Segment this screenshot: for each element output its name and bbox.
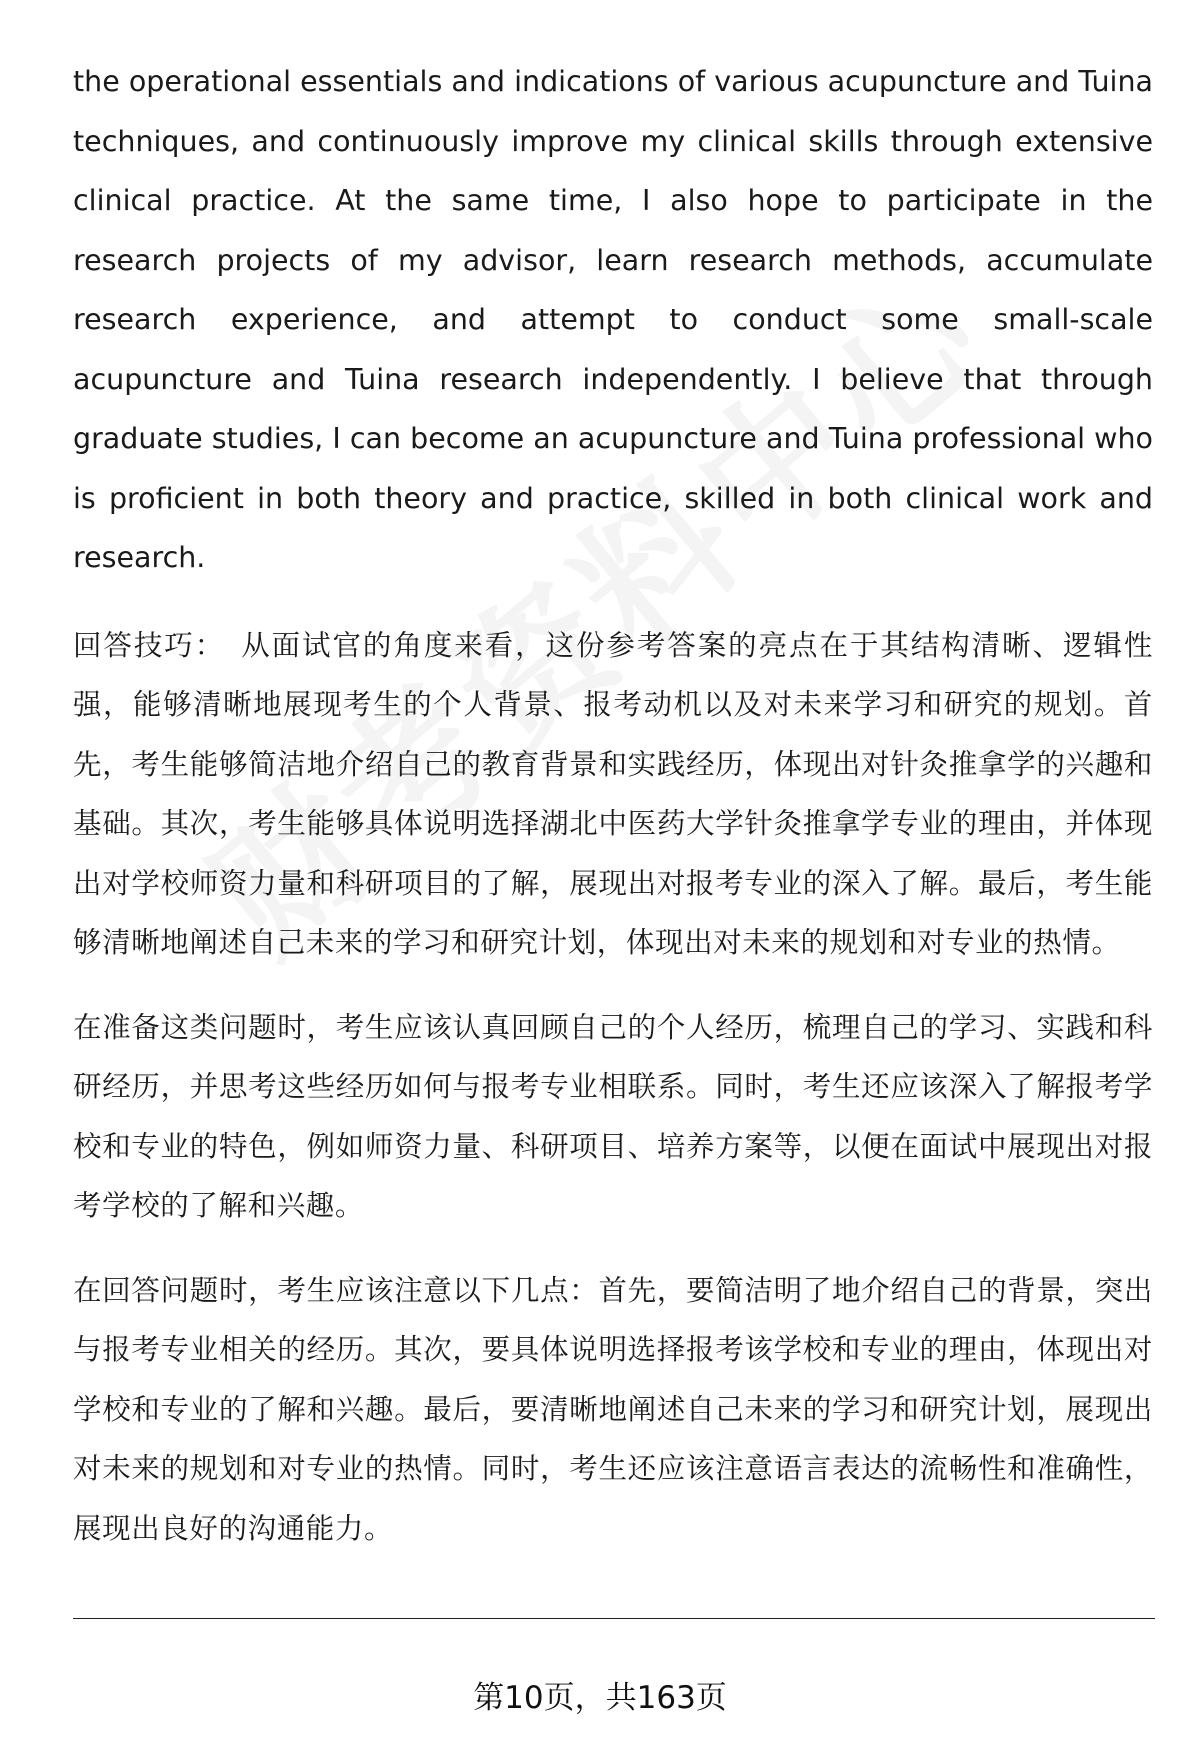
- page-number: 第10页，共163页: [473, 1680, 727, 1716]
- answer-tips-text: 从面试官的角度来看，这份参考答案的亮点在于其结构清晰、逻辑性强，能够清晰地展现考生的个人背景、报考动机以及对未来学习和研究的规划。首先，考生能够简洁地介绍自己的教育背景和实践经历，体现出对针灸推拿学的兴趣和基础。其次，考生能够具体说明选择湖北中医药大学针灸推拿学专业的理由，并体现出对学校师资力量和科研项目的了解，展现出对报考专业的深入了解。最后，考生能够清晰地阐述自己未来的学习和研究计划，体现出对未来的规划和对专业的热情。: [73, 628, 1153, 959]
- answer-tips-label: 回答技巧：: [73, 628, 226, 662]
- footer-divider: [73, 1618, 1155, 1619]
- answering-advice-paragraph: 在回答问题时，考生应该注意以下几点：首先，要简洁明了地介绍自己的背景，突出与报考专业相关的经历。其次，要具体说明选择报考该学校和专业的理由，体现出对学校和专业的了解和兴趣。最后，要清晰地阐述自己未来的学习和研究计划，展现出对未来的规划和对专业的热情。同时，考生还应该注意语言表达的流畅性和准确性，展现出良好的沟通能力。: [73, 1273, 1153, 1545]
- english-answer-paragraph: the operational essentials and indications of various acupuncture and Tuina techniques, and continuously improve my clinical skills through extensive clinical practice. At the same time, I also hope to participate in the research projects of my advisor, learn research methods, accumulate research experience, and attempt to conduct some small-scale acupuncture and Tuina research independently. I believe that through graduate studies, I can become an acupuncture and Tuina professional who is proficient in both theory and practice, skilled in both clinical work and research.: [73, 65, 1153, 574]
- preparation-advice-paragraph: 在准备这类问题时，考生应该认真回顾自己的个人经历，梳理自己的学习、实践和科研经历，并思考这些经历如何与报考专业相联系。同时，考生还应该深入了解报考学校和专业的特色，例如师资力量、科研项目、培养方案等，以便在面试中展现出对报考学校的了解和兴趣。: [73, 1010, 1153, 1222]
- page-content: [73, 52, 1153, 1558]
- answer-tips-paragraph: [73, 616, 1153, 973]
